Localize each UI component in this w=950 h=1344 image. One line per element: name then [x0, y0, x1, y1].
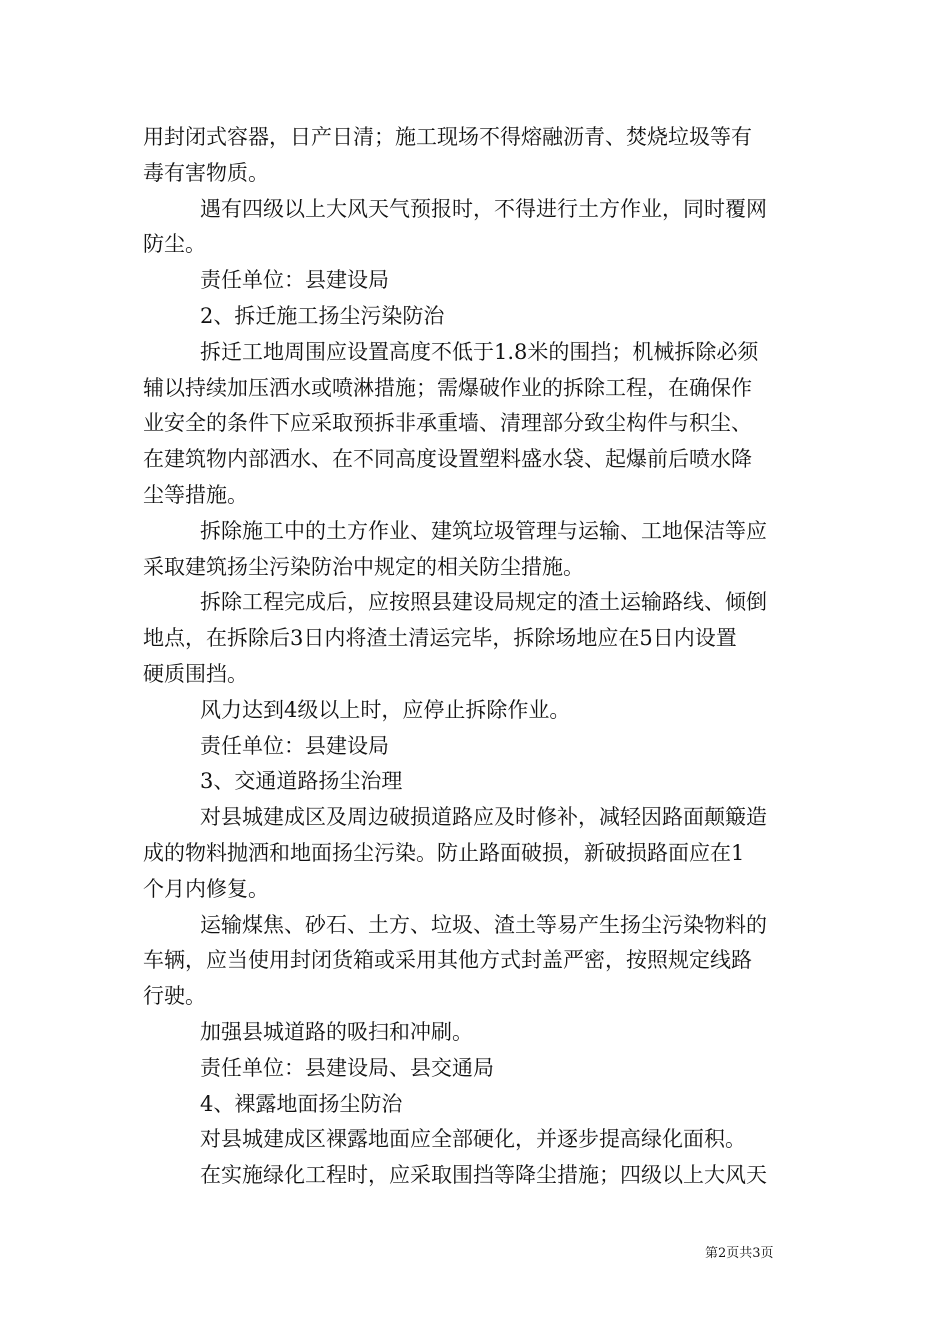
text-line: 业安全的条件下应采取预拆非承重墙、清理部分致尘构件与积尘、: [143, 411, 752, 436]
text-line: 拆除施工中的土方作业、建筑垃圾管理与运输、工地保洁等应: [200, 518, 767, 543]
document-body: [143, 120, 815, 1194]
text-line: 用封闭式容器，日产日清；施工现场不得熔融沥青、焚烧垃圾等有: [143, 125, 752, 149]
responsible-unit-line: 责任单位：县建设局、县交通局: [200, 1055, 494, 1080]
text-line: 行驶。: [143, 984, 206, 1009]
section-heading: 2、拆迁施工扬尘污染防治: [200, 303, 445, 328]
text-line: 拆迁工地周围应设置高度不低于1.8米的围挡；机械拆除必须: [200, 339, 759, 364]
text-line: 硬质围挡。: [143, 661, 248, 686]
responsible-unit-line: 责任单位：县建设局: [200, 268, 389, 293]
text-line: 对县城建成区及周边破损道路应及时修补，减轻因路面颠簸造: [200, 805, 767, 830]
text-line: 拆除工程完成后，应按照县建设局规定的渣土运输路线、倾倒: [200, 590, 767, 615]
text-line: 在建筑物内部洒水、在不同高度设置塑料盛水袋、起爆前后喷水降: [143, 447, 752, 472]
text-line: 个月内修复。: [143, 876, 269, 901]
text-line: 尘等措施。: [143, 482, 248, 507]
text-line: 毒有害物质。: [143, 160, 269, 185]
responsible-unit-line: 责任单位：县建设局: [200, 733, 389, 758]
text-line: 成的物料抛洒和地面扬尘污染。防止路面破损，新破损路面应在1: [143, 840, 745, 865]
text-line: 地点，在拆除后3日内将渣土清运完毕，拆除场地应在5日内设置: [143, 626, 737, 651]
text-line: 车辆，应当使用封闭货箱或采用其他方式封盖严密，按照规定线路: [143, 948, 752, 973]
text-line: 防尘。: [143, 232, 206, 257]
text-line: 遇有四级以上大风天气预报时，不得进行土方作业，同时覆网: [200, 196, 767, 221]
text-line: 对县城建成区裸露地面应全部硬化，并逐步提高绿化面积。: [200, 1127, 746, 1152]
text-line: 在实施绿化工程时，应采取围挡等降尘措施；四级以上大风天: [200, 1163, 767, 1188]
section-heading: 3、交通道路扬尘治理: [200, 769, 403, 794]
text-line: 风力达到4级以上时，应停止拆除作业。: [200, 697, 571, 722]
text-line: 运输煤焦、砂石、土方、垃圾、渣土等易产生扬尘污染物料的: [200, 912, 767, 937]
text-line: 采取建筑扬尘污染防治中规定的相关防尘措施。: [143, 554, 584, 579]
text-line: 辅以持续加压洒水或喷淋措施；需爆破作业的拆除工程，在确保作: [143, 375, 752, 400]
page-number-footer: 第2页共3页: [705, 1246, 774, 1261]
section-heading: 4、裸露地面扬尘防治: [200, 1091, 403, 1116]
text-line: 加强县城道路的吸扫和冲刷。: [200, 1019, 473, 1044]
